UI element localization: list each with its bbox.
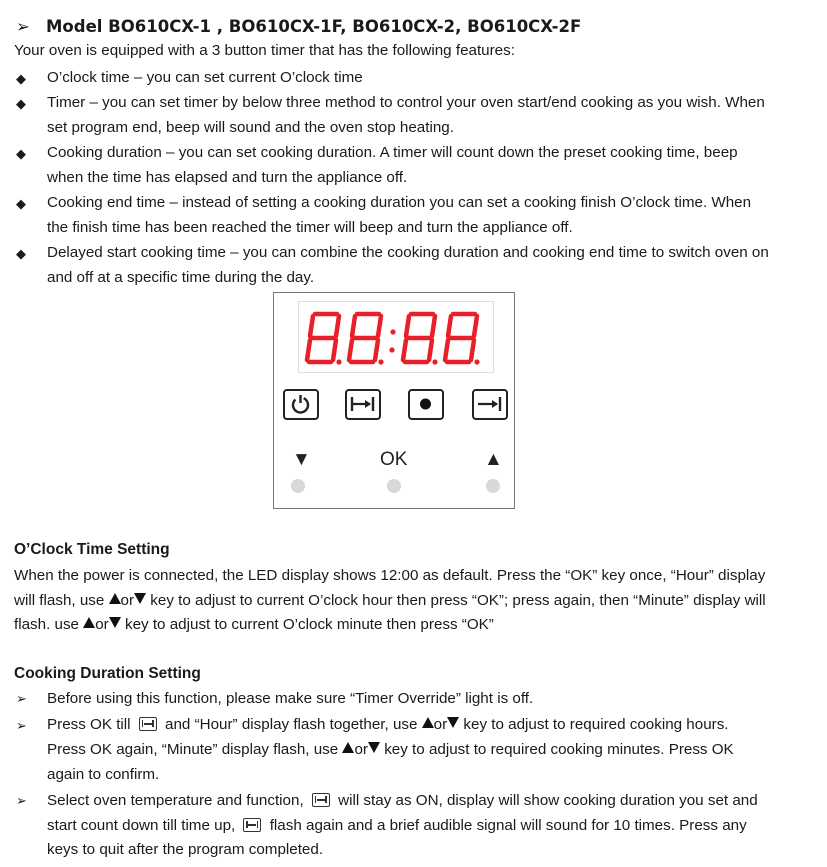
- ok-indicator-light: [387, 479, 401, 493]
- feature-item-line: Cooking duration – you can set cooking duration. A timer will count down the preset cooking time, beep: [47, 144, 738, 161]
- led-colon-dot: [389, 347, 394, 352]
- led-segment: [445, 340, 448, 360]
- duration-item-3-line-3: keys to quit after the program completed.: [47, 841, 324, 858]
- led-segment: [307, 340, 310, 360]
- led-segment: [378, 316, 381, 336]
- led-colon-dot: [390, 329, 395, 334]
- text: start count down till time up,: [47, 817, 240, 834]
- dot-button-icon: [408, 389, 444, 420]
- led-segment: [403, 340, 406, 360]
- duration-icon: [139, 717, 157, 731]
- down-label-icon: ▼: [292, 449, 311, 470]
- text: Press OK again, “Minute” display flash, use: [47, 741, 343, 758]
- model-title-line: [16, 17, 581, 36]
- text: Press OK till: [47, 716, 135, 733]
- led-segment: [429, 340, 432, 360]
- text: flash again and a brief audible signal will sound for 10 times. Press any: [269, 817, 747, 834]
- led-segment: [310, 316, 313, 336]
- oclock-line-1: When the power is connected, the LED display shows 12:00 as default. Press the “OK” key once, “Hour” display: [14, 567, 766, 584]
- text: key to adjust to required cooking minutes. Press OK: [384, 741, 734, 758]
- oclock-heading: O’Clock Time Setting: [14, 541, 170, 558]
- up-arrow-icon: [109, 593, 121, 604]
- text: flash. use: [14, 616, 84, 633]
- text: or: [433, 716, 448, 733]
- intro-text: Your oven is equipped with a 3 button timer that has the following features:: [14, 42, 515, 59]
- duration-button-icon: [345, 389, 381, 420]
- timer-panel-diagram: [273, 292, 515, 509]
- text: or: [354, 741, 368, 758]
- arrow-bullet-icon: ➢: [16, 691, 27, 706]
- duration-icon: [312, 793, 330, 807]
- text: key to adjust to current O’clock minute then press “OK”: [124, 616, 494, 633]
- text: or: [120, 592, 135, 609]
- model-title: Model BO610CX-1 , BO610CX-1F, BO610CX-2, BO610CX-2F: [46, 17, 582, 36]
- down-arrow-icon: [109, 617, 121, 628]
- led-segment: [333, 340, 336, 360]
- feature-item-line: O’clock time – you can set current O’clock time: [47, 69, 363, 86]
- feature-item-line: Delayed start cooking time – you can combine the cooking duration and cooking end time to switch oven on: [47, 244, 769, 261]
- feature-item-line: when the time has elapsed and turn the appliance off.: [47, 169, 408, 186]
- duration-heading: Cooking Duration Setting: [14, 665, 201, 682]
- led-segment: [474, 316, 477, 336]
- up-arrow-icon: [422, 717, 434, 728]
- text: will flash, use: [14, 592, 109, 609]
- led-digits: [299, 302, 493, 372]
- arrow-bullet-icon: ➢: [16, 718, 27, 733]
- down-arrow-icon: [134, 593, 146, 604]
- end-time-button-icon: [472, 389, 508, 420]
- led-display: [298, 301, 494, 373]
- up-arrow-icon: [342, 742, 354, 753]
- duration-item-3-line-2: [47, 817, 747, 834]
- led-segment: [352, 316, 355, 336]
- text: key to adjust to current O’clock hour then press “OK”; press again, then “Minute” display will: [150, 592, 766, 609]
- down-arrow-icon: [368, 742, 380, 753]
- arrow-bullet-icon: ➢: [16, 793, 27, 808]
- feature-item-line: set program end, beep will sound and the oven stop heating.: [47, 119, 454, 136]
- led-segment: [349, 340, 352, 360]
- diamond-bullet-icon: ◆: [16, 196, 26, 211]
- feature-item-line: Cooking end time – instead of setting a cooking duration you can set a cooking finish O’clock time. When: [47, 194, 752, 211]
- text: or: [95, 616, 109, 633]
- up-label-icon: ▲: [484, 449, 503, 470]
- led-segment: [471, 340, 474, 360]
- ok-label: OK: [380, 449, 408, 470]
- diamond-bullet-icon: ◆: [16, 246, 26, 261]
- led-segment: [375, 340, 378, 360]
- led-segment: [406, 316, 409, 336]
- up-indicator-light: [486, 479, 500, 493]
- down-arrow-icon: [447, 717, 459, 728]
- diamond-bullet-icon: ◆: [16, 146, 26, 161]
- led-segment: [432, 316, 435, 336]
- oclock-line-2: [14, 592, 766, 609]
- text: key to adjust to required cooking hours.: [463, 716, 729, 733]
- duration-icon: [243, 818, 261, 832]
- oclock-line-3: [14, 616, 494, 633]
- arrow-bullet-icon: ➢: [16, 17, 30, 36]
- feature-item-line: and off at a specific time during the day.: [47, 269, 315, 286]
- duration-item-2-line-3: again to confirm.: [47, 766, 160, 783]
- led-decimal-point: [336, 359, 341, 364]
- led-decimal-point: [474, 359, 479, 364]
- led-segment: [336, 316, 339, 336]
- diamond-bullet-icon: ◆: [16, 96, 26, 111]
- feature-item-line: Timer – you can set timer by below three method to control your oven start/end cooking as you wish. When: [47, 94, 765, 111]
- feature-item-line: the finish time has been reached the timer will beep and turn the appliance off.: [47, 219, 573, 236]
- up-arrow-icon: [83, 617, 95, 628]
- duration-item-3-line-1: [47, 792, 758, 809]
- down-indicator-light: [291, 479, 305, 493]
- duration-item-1: Before using this function, please make sure “Timer Override” light is off.: [47, 690, 534, 707]
- diamond-bullet-icon: ◆: [16, 71, 26, 86]
- led-decimal-point: [378, 359, 383, 364]
- led-segment: [448, 316, 451, 336]
- duration-item-2-line-1: [47, 716, 729, 733]
- text: and “Hour” display flash together, use: [165, 716, 422, 733]
- power-button-icon: [283, 389, 319, 420]
- led-decimal-point: [432, 359, 437, 364]
- text: Select oven temperature and function,: [47, 792, 308, 809]
- text: will stay as ON, display will show cooking duration you set and: [338, 792, 758, 809]
- duration-item-2-line-2: [47, 741, 734, 758]
